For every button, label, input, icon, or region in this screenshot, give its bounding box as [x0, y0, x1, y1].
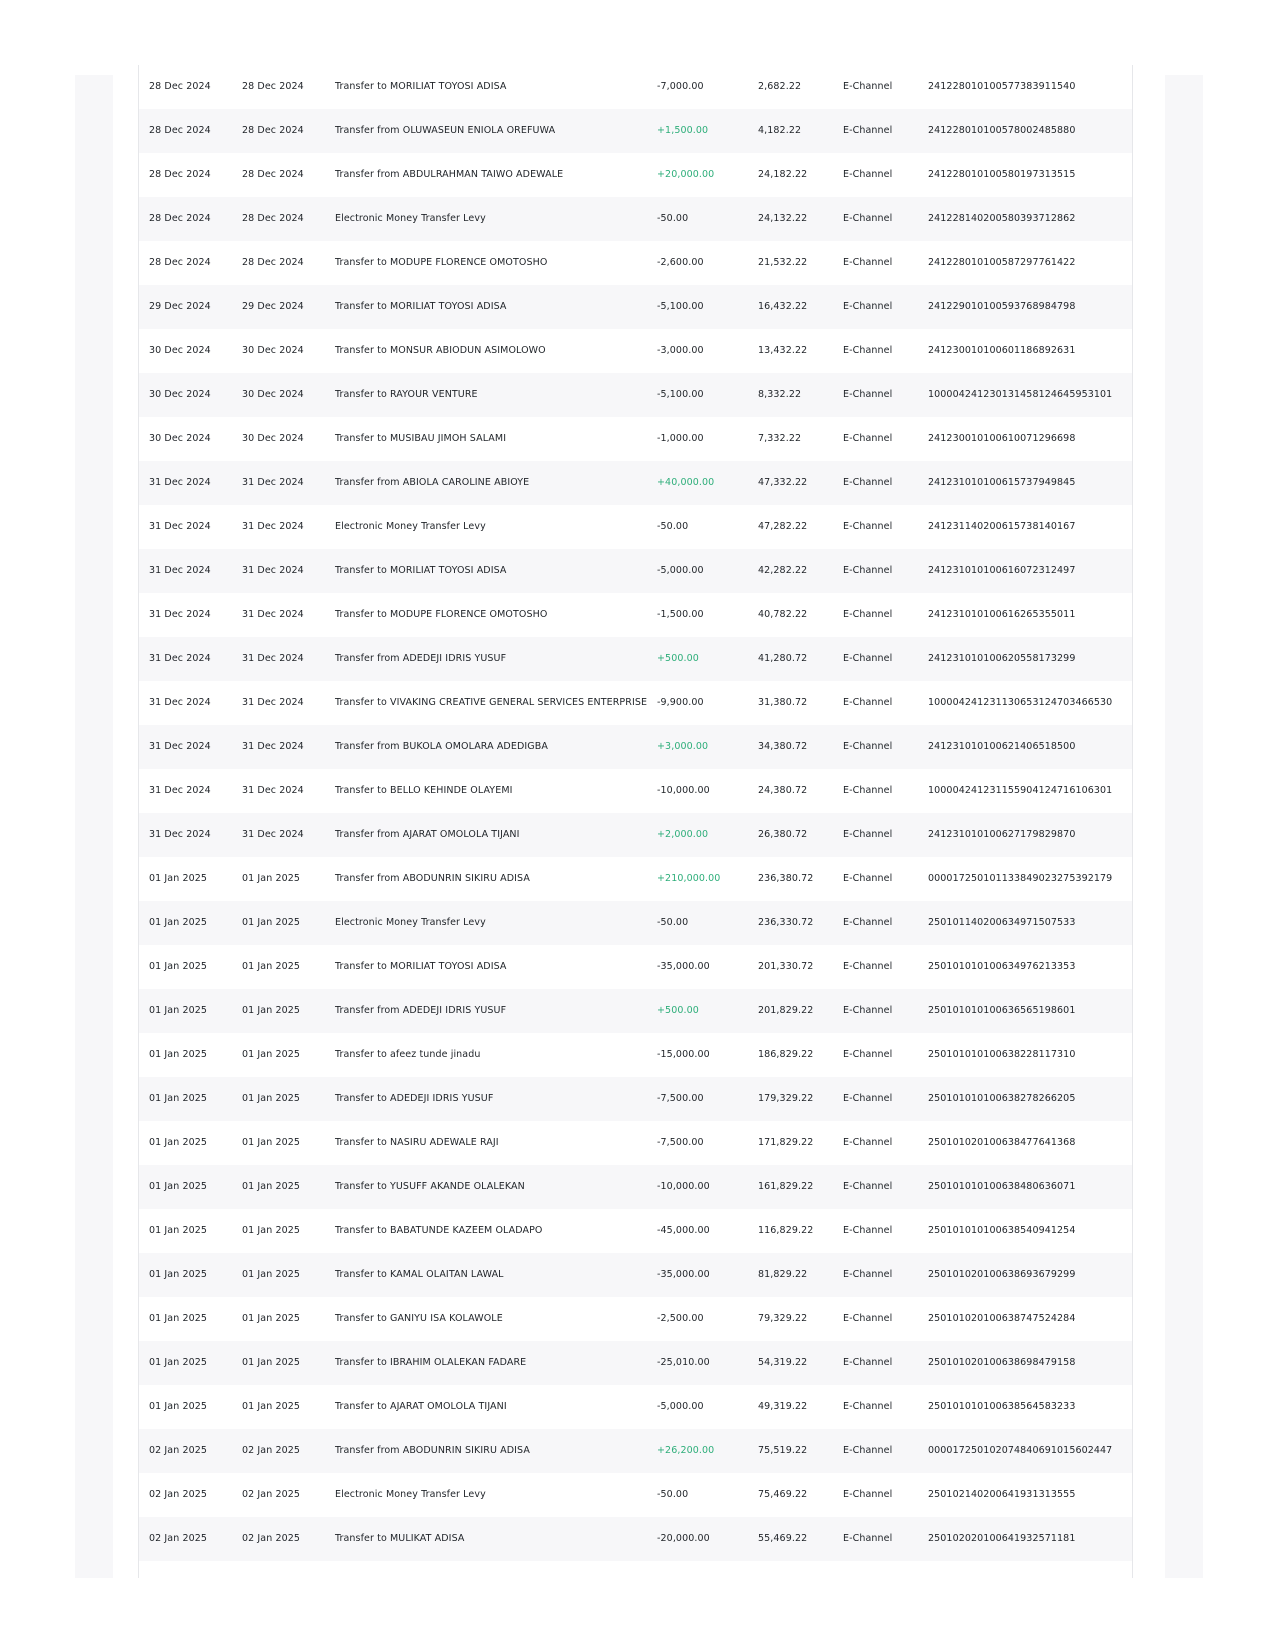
transaction-reference: 250101020100638477641368: [928, 1137, 1076, 1148]
transaction-channel: E-Channel: [843, 1005, 893, 1016]
value-date: 01 Jan 2025: [242, 1181, 301, 1192]
transaction-date: 28 Dec 2024: [149, 125, 211, 136]
transaction-date: 30 Dec 2024: [149, 389, 211, 400]
transaction-channel: E-Channel: [843, 345, 893, 356]
right-margin-band: [1165, 75, 1203, 1578]
transaction-amount: +20,000.00: [657, 169, 715, 180]
transaction-description: Transfer from ABIOLA CAROLINE ABIOYE: [335, 477, 530, 488]
running-balance: 21,532.22: [758, 257, 808, 268]
transaction-amount: -2,600.00: [657, 257, 704, 268]
transaction-reference: 250101010100638480636071: [928, 1181, 1076, 1192]
value-date: 02 Jan 2025: [242, 1533, 301, 1544]
transaction-row: [139, 1473, 1132, 1517]
running-balance: 7,332.22: [758, 433, 802, 444]
transaction-channel: E-Channel: [843, 213, 893, 224]
transaction-date: 28 Dec 2024: [149, 81, 211, 92]
transaction-row: [139, 1517, 1132, 1561]
value-date: 01 Jan 2025: [242, 1269, 301, 1280]
transaction-row: [139, 637, 1132, 681]
transaction-row: [139, 417, 1132, 461]
transaction-amount: +3,000.00: [657, 741, 709, 752]
transaction-amount: -15,000.00: [657, 1049, 710, 1060]
transaction-reference: 241231010100616072312497: [928, 565, 1076, 576]
transaction-row: [139, 1253, 1132, 1297]
running-balance: 49,319.22: [758, 1401, 808, 1412]
transaction-row: [139, 197, 1132, 241]
transaction-amount: -20,000.00: [657, 1533, 710, 1544]
transaction-date: 02 Jan 2025: [149, 1445, 208, 1456]
transaction-channel: E-Channel: [843, 433, 893, 444]
transaction-date: 01 Jan 2025: [149, 1269, 208, 1280]
transaction-channel: E-Channel: [843, 1445, 893, 1456]
transaction-reference: 241231140200615738140167: [928, 521, 1076, 532]
transaction-row: [139, 461, 1132, 505]
transaction-channel: E-Channel: [843, 785, 893, 796]
transaction-channel: E-Channel: [843, 1401, 893, 1412]
transaction-date: 29 Dec 2024: [149, 301, 211, 312]
transaction-description: Transfer to MODUPE FLORENCE OMOTOSHO: [335, 257, 548, 268]
transaction-reference: 241230010100601186892631: [928, 345, 1076, 356]
running-balance: 171,829.22: [758, 1137, 814, 1148]
running-balance: 24,132.22: [758, 213, 808, 224]
transaction-description: Transfer to MORILIAT TOYOSI ADISA: [335, 301, 507, 312]
value-date: 02 Jan 2025: [242, 1445, 301, 1456]
transaction-description: Transfer to VIVAKING CREATIVE GENERAL SERVICES ENTERPRISE: [335, 697, 648, 708]
transaction-amount: -2,500.00: [657, 1313, 704, 1324]
transaction-amount: -7,500.00: [657, 1137, 704, 1148]
transaction-description: Electronic Money Transfer Levy: [335, 213, 486, 224]
value-date: 01 Jan 2025: [242, 1005, 301, 1016]
transaction-description: Transfer from AJARAT OMOLOLA TIJANI: [335, 829, 520, 840]
transaction-description: Transfer from ABODUNRIN SIKIRU ADISA: [335, 873, 530, 884]
running-balance: 4,182.22: [758, 125, 802, 136]
transaction-amount: -1,500.00: [657, 609, 704, 620]
value-date: 01 Jan 2025: [242, 1313, 301, 1324]
value-date: 01 Jan 2025: [242, 1049, 301, 1060]
transaction-description: Transfer from OLUWASEUN ENIOLA OREFUWA: [335, 125, 556, 136]
running-balance: 8,332.22: [758, 389, 802, 400]
transaction-channel: E-Channel: [843, 873, 893, 884]
transaction-reference: 100004241231155904124716106301: [928, 785, 1113, 796]
transaction-amount: -50.00: [657, 917, 689, 928]
transaction-row: [139, 109, 1132, 153]
transaction-reference: 250101010100638540941254: [928, 1225, 1076, 1236]
transaction-reference: 241228010100580197313515: [928, 169, 1076, 180]
value-date: 28 Dec 2024: [242, 213, 304, 224]
transaction-date: 28 Dec 2024: [149, 257, 211, 268]
running-balance: 47,282.22: [758, 521, 808, 532]
transaction-date: 01 Jan 2025: [149, 1181, 208, 1192]
transaction-description: Electronic Money Transfer Levy: [335, 1489, 486, 1500]
value-date: 01 Jan 2025: [242, 1401, 301, 1412]
running-balance: 2,682.22: [758, 81, 802, 92]
transaction-date: 01 Jan 2025: [149, 1313, 208, 1324]
transaction-reference: 250101010100638278266205: [928, 1093, 1076, 1104]
transaction-channel: E-Channel: [843, 257, 893, 268]
transaction-description: Transfer to MULIKAT ADISA: [335, 1533, 465, 1544]
value-date: 31 Dec 2024: [242, 741, 304, 752]
transaction-date: 01 Jan 2025: [149, 1357, 208, 1368]
running-balance: 13,432.22: [758, 345, 808, 356]
transaction-row: [139, 1077, 1132, 1121]
transaction-channel: E-Channel: [843, 1225, 893, 1236]
transaction-date: 30 Dec 2024: [149, 433, 211, 444]
transaction-row: [139, 989, 1132, 1033]
transaction-amount: -50.00: [657, 1489, 689, 1500]
transaction-channel: E-Channel: [843, 169, 893, 180]
running-balance: 34,380.72: [758, 741, 808, 752]
value-date: 28 Dec 2024: [242, 257, 304, 268]
transaction-amount: -35,000.00: [657, 961, 710, 972]
transaction-amount: -9,900.00: [657, 697, 704, 708]
running-balance: 24,182.22: [758, 169, 808, 180]
transaction-date: 31 Dec 2024: [149, 521, 211, 532]
transaction-description: Transfer from ABDULRAHMAN TAIWO ADEWALE: [335, 169, 564, 180]
transaction-date: 01 Jan 2025: [149, 1401, 208, 1412]
transaction-reference: 241228010100577383911540: [928, 81, 1076, 92]
running-balance: 186,829.22: [758, 1049, 814, 1060]
value-date: 31 Dec 2024: [242, 565, 304, 576]
transaction-channel: E-Channel: [843, 829, 893, 840]
value-date: 30 Dec 2024: [242, 433, 304, 444]
value-date: 28 Dec 2024: [242, 81, 304, 92]
running-balance: 81,829.22: [758, 1269, 808, 1280]
running-balance: 55,469.22: [758, 1533, 808, 1544]
transaction-channel: E-Channel: [843, 961, 893, 972]
transaction-row: [139, 1033, 1132, 1077]
value-date: 31 Dec 2024: [242, 609, 304, 620]
value-date: 28 Dec 2024: [242, 125, 304, 136]
value-date: 01 Jan 2025: [242, 961, 301, 972]
value-date: 01 Jan 2025: [242, 917, 301, 928]
transaction-description: Transfer to MODUPE FLORENCE OMOTOSHO: [335, 609, 548, 620]
transaction-row: [139, 1429, 1132, 1473]
running-balance: 42,282.22: [758, 565, 808, 576]
transaction-description: Transfer to afeez tunde jinadu: [335, 1049, 481, 1060]
transaction-row: [139, 65, 1132, 109]
transaction-reference: 241231010100627179829870: [928, 829, 1076, 840]
transaction-reference: 250102020100641932571181: [928, 1533, 1076, 1544]
transaction-channel: E-Channel: [843, 653, 893, 664]
transaction-channel: E-Channel: [843, 1049, 893, 1060]
transaction-row: [139, 769, 1132, 813]
transaction-date: 28 Dec 2024: [149, 169, 211, 180]
transaction-description: Transfer to RAYOUR VENTURE: [335, 389, 478, 400]
transaction-date: 01 Jan 2025: [149, 1005, 208, 1016]
transaction-description: Transfer to BABATUNDE KAZEEM OLADAPO: [335, 1225, 543, 1236]
transaction-reference: 241231010100620558173299: [928, 653, 1076, 664]
transaction-channel: E-Channel: [843, 521, 893, 532]
transaction-amount: -25,010.00: [657, 1357, 710, 1368]
value-date: 01 Jan 2025: [242, 1357, 301, 1368]
transaction-description: Transfer to BELLO KEHINDE OLAYEMI: [335, 785, 513, 796]
running-balance: 41,280.72: [758, 653, 808, 664]
transaction-row: [139, 549, 1132, 593]
transaction-amount: -5,100.00: [657, 389, 704, 400]
value-date: 31 Dec 2024: [242, 521, 304, 532]
running-balance: 201,330.72: [758, 961, 814, 972]
transaction-row: [139, 1121, 1132, 1165]
transaction-row: [139, 945, 1132, 989]
transaction-description: Transfer from ABODUNRIN SIKIRU ADISA: [335, 1445, 530, 1456]
transaction-row: [139, 1209, 1132, 1253]
transaction-channel: E-Channel: [843, 609, 893, 620]
transaction-date: 01 Jan 2025: [149, 917, 208, 928]
transaction-reference: 241230010100610071296698: [928, 433, 1076, 444]
transaction-row: [139, 593, 1132, 637]
transaction-amount: -5,000.00: [657, 565, 704, 576]
transaction-date: 31 Dec 2024: [149, 609, 211, 620]
running-balance: 116,829.22: [758, 1225, 814, 1236]
transaction-row: [139, 1297, 1132, 1341]
transaction-row: [139, 1165, 1132, 1209]
transaction-reference: 241228010100578002485880: [928, 125, 1076, 136]
transaction-row: [139, 153, 1132, 197]
running-balance: 54,319.22: [758, 1357, 808, 1368]
transaction-row: [139, 329, 1132, 373]
transaction-description: Transfer to MORILIAT TOYOSI ADISA: [335, 961, 507, 972]
transaction-description: Transfer from ADEDEJI IDRIS YUSUF: [335, 653, 507, 664]
running-balance: 47,332.22: [758, 477, 808, 488]
transaction-channel: E-Channel: [843, 477, 893, 488]
transaction-reference: 250101010100634976213353: [928, 961, 1076, 972]
transaction-reference: 250101020100638693679299: [928, 1269, 1076, 1280]
statement-page: [138, 65, 1133, 1578]
running-balance: 201,829.22: [758, 1005, 814, 1016]
running-balance: 161,829.22: [758, 1181, 814, 1192]
transaction-amount: +40,000.00: [657, 477, 715, 488]
running-balance: 24,380.72: [758, 785, 808, 796]
transaction-row: [139, 285, 1132, 329]
transaction-row: [139, 241, 1132, 285]
value-date: 02 Jan 2025: [242, 1489, 301, 1500]
transaction-reference: 250102140200641931313555: [928, 1489, 1076, 1500]
transaction-description: Transfer from BUKOLA OMOLARA ADEDIGBA: [335, 741, 548, 752]
transaction-reference: 250101010100636565198601: [928, 1005, 1076, 1016]
transaction-channel: E-Channel: [843, 1357, 893, 1368]
transaction-date: 30 Dec 2024: [149, 345, 211, 356]
running-balance: 75,519.22: [758, 1445, 808, 1456]
transaction-amount: +1,500.00: [657, 125, 709, 136]
transaction-channel: E-Channel: [843, 697, 893, 708]
transaction-description: Transfer to MONSUR ABIODUN ASIMOLOWO: [335, 345, 546, 356]
transaction-amount: -35,000.00: [657, 1269, 710, 1280]
value-date: 31 Dec 2024: [242, 829, 304, 840]
value-date: 01 Jan 2025: [242, 873, 301, 884]
transaction-amount: +500.00: [657, 1005, 699, 1016]
transaction-row: [139, 1385, 1132, 1429]
transaction-amount: -50.00: [657, 521, 689, 532]
transaction-amount: -3,000.00: [657, 345, 704, 356]
transaction-channel: E-Channel: [843, 389, 893, 400]
transaction-date: 01 Jan 2025: [149, 961, 208, 972]
transaction-channel: E-Channel: [843, 1533, 893, 1544]
transaction-channel: E-Channel: [843, 741, 893, 752]
transaction-channel: E-Channel: [843, 1137, 893, 1148]
transaction-row: [139, 373, 1132, 417]
value-date: 28 Dec 2024: [242, 169, 304, 180]
transaction-amount: -45,000.00: [657, 1225, 710, 1236]
transaction-amount: +210,000.00: [657, 873, 721, 884]
transaction-row: [139, 813, 1132, 857]
transaction-amount: +26,200.00: [657, 1445, 715, 1456]
transaction-date: 31 Dec 2024: [149, 697, 211, 708]
transaction-row: [139, 505, 1132, 549]
transaction-description: Transfer to ADEDEJI IDRIS YUSUF: [335, 1093, 494, 1104]
transaction-date: 31 Dec 2024: [149, 653, 211, 664]
transaction-reference: 100004241231130653124703466530: [928, 697, 1113, 708]
transaction-description: Transfer to GANIYU ISA KOLAWOLE: [335, 1313, 503, 1324]
left-margin-band: [75, 75, 113, 1578]
transaction-channel: E-Channel: [843, 1313, 893, 1324]
transaction-channel: E-Channel: [843, 81, 893, 92]
value-date: 30 Dec 2024: [242, 389, 304, 400]
running-balance: 16,432.22: [758, 301, 808, 312]
transaction-date: 01 Jan 2025: [149, 1225, 208, 1236]
transaction-reference: 241228010100587297761422: [928, 257, 1076, 268]
running-balance: 26,380.72: [758, 829, 808, 840]
transaction-description: Transfer to IBRAHIM OLALEKAN FADARE: [335, 1357, 527, 1368]
transaction-table: [139, 65, 1132, 1561]
transaction-amount: -1,000.00: [657, 433, 704, 444]
running-balance: 75,469.22: [758, 1489, 808, 1500]
transaction-reference: 100004241230131458124645953101: [928, 389, 1113, 400]
value-date: 31 Dec 2024: [242, 477, 304, 488]
transaction-reference: 000017250101133849023275392179: [928, 873, 1113, 884]
transaction-channel: E-Channel: [843, 1093, 893, 1104]
transaction-date: 31 Dec 2024: [149, 741, 211, 752]
transaction-date: 02 Jan 2025: [149, 1489, 208, 1500]
transaction-row: [139, 857, 1132, 901]
transaction-amount: +500.00: [657, 653, 699, 664]
transaction-amount: -7,500.00: [657, 1093, 704, 1104]
running-balance: 79,329.22: [758, 1313, 808, 1324]
value-date: 31 Dec 2024: [242, 653, 304, 664]
transaction-amount: -10,000.00: [657, 785, 710, 796]
running-balance: 236,330.72: [758, 917, 814, 928]
transaction-description: Transfer to MUSIBAU JIMOH SALAMI: [335, 433, 507, 444]
transaction-reference: 250101020100638747524284: [928, 1313, 1076, 1324]
value-date: 01 Jan 2025: [242, 1225, 301, 1236]
transaction-description: Transfer from ADEDEJI IDRIS YUSUF: [335, 1005, 507, 1016]
transaction-amount: -10,000.00: [657, 1181, 710, 1192]
transaction-channel: E-Channel: [843, 1269, 893, 1280]
transaction-reference: 250101140200634971507533: [928, 917, 1076, 928]
transaction-date: 31 Dec 2024: [149, 785, 211, 796]
value-date: 31 Dec 2024: [242, 785, 304, 796]
transaction-channel: E-Channel: [843, 565, 893, 576]
transaction-reference: 241231010100621406518500: [928, 741, 1076, 752]
transaction-reference: 241231010100615737949845: [928, 477, 1076, 488]
transaction-date: 31 Dec 2024: [149, 565, 211, 576]
transaction-channel: E-Channel: [843, 1489, 893, 1500]
transaction-amount: -50.00: [657, 213, 689, 224]
transaction-description: Electronic Money Transfer Levy: [335, 917, 486, 928]
running-balance: 179,329.22: [758, 1093, 814, 1104]
transaction-description: Transfer to KAMAL OLAITAN LAWAL: [335, 1269, 504, 1280]
value-date: 29 Dec 2024: [242, 301, 304, 312]
transaction-amount: +2,000.00: [657, 829, 709, 840]
value-date: 30 Dec 2024: [242, 345, 304, 356]
value-date: 01 Jan 2025: [242, 1137, 301, 1148]
transaction-row: [139, 1341, 1132, 1385]
transaction-reference: 241229010100593768984798: [928, 301, 1076, 312]
transaction-reference: 241228140200580393712862: [928, 213, 1076, 224]
transaction-description: Transfer to YUSUFF AKANDE OLALEKAN: [335, 1181, 525, 1192]
transaction-reference: 241231010100616265355011: [928, 609, 1076, 620]
transaction-row: [139, 725, 1132, 769]
transaction-description: Transfer to NASIRU ADEWALE RAJI: [335, 1137, 499, 1148]
transaction-date: 01 Jan 2025: [149, 1137, 208, 1148]
transaction-description: Transfer to AJARAT OMOLOLA TIJANI: [335, 1401, 507, 1412]
value-date: 01 Jan 2025: [242, 1093, 301, 1104]
transaction-channel: E-Channel: [843, 125, 893, 136]
value-date: 31 Dec 2024: [242, 697, 304, 708]
transaction-description: Electronic Money Transfer Levy: [335, 521, 486, 532]
transaction-date: 01 Jan 2025: [149, 1049, 208, 1060]
transaction-date: 31 Dec 2024: [149, 829, 211, 840]
transaction-channel: E-Channel: [843, 917, 893, 928]
running-balance: 31,380.72: [758, 697, 808, 708]
transaction-date: 31 Dec 2024: [149, 477, 211, 488]
transaction-amount: -5,000.00: [657, 1401, 704, 1412]
running-balance: 40,782.22: [758, 609, 808, 620]
transaction-date: 02 Jan 2025: [149, 1533, 208, 1544]
transaction-channel: E-Channel: [843, 301, 893, 312]
transaction-date: 01 Jan 2025: [149, 873, 208, 884]
transaction-description: Transfer to MORILIAT TOYOSI ADISA: [335, 81, 507, 92]
transaction-date: 28 Dec 2024: [149, 213, 211, 224]
transaction-amount: -7,000.00: [657, 81, 704, 92]
transaction-date: 01 Jan 2025: [149, 1093, 208, 1104]
transaction-reference: 250101010100638564583233: [928, 1401, 1076, 1412]
transaction-row: [139, 681, 1132, 725]
transaction-description: Transfer to MORILIAT TOYOSI ADISA: [335, 565, 507, 576]
transaction-amount: -5,100.00: [657, 301, 704, 312]
running-balance: 236,380.72: [758, 873, 814, 884]
transaction-row: [139, 901, 1132, 945]
transaction-reference: 250101010100638228117310: [928, 1049, 1076, 1060]
transaction-reference: 000017250102074840691015602447: [928, 1445, 1113, 1456]
transaction-reference: 250101020100638698479158: [928, 1357, 1076, 1368]
transaction-channel: E-Channel: [843, 1181, 893, 1192]
